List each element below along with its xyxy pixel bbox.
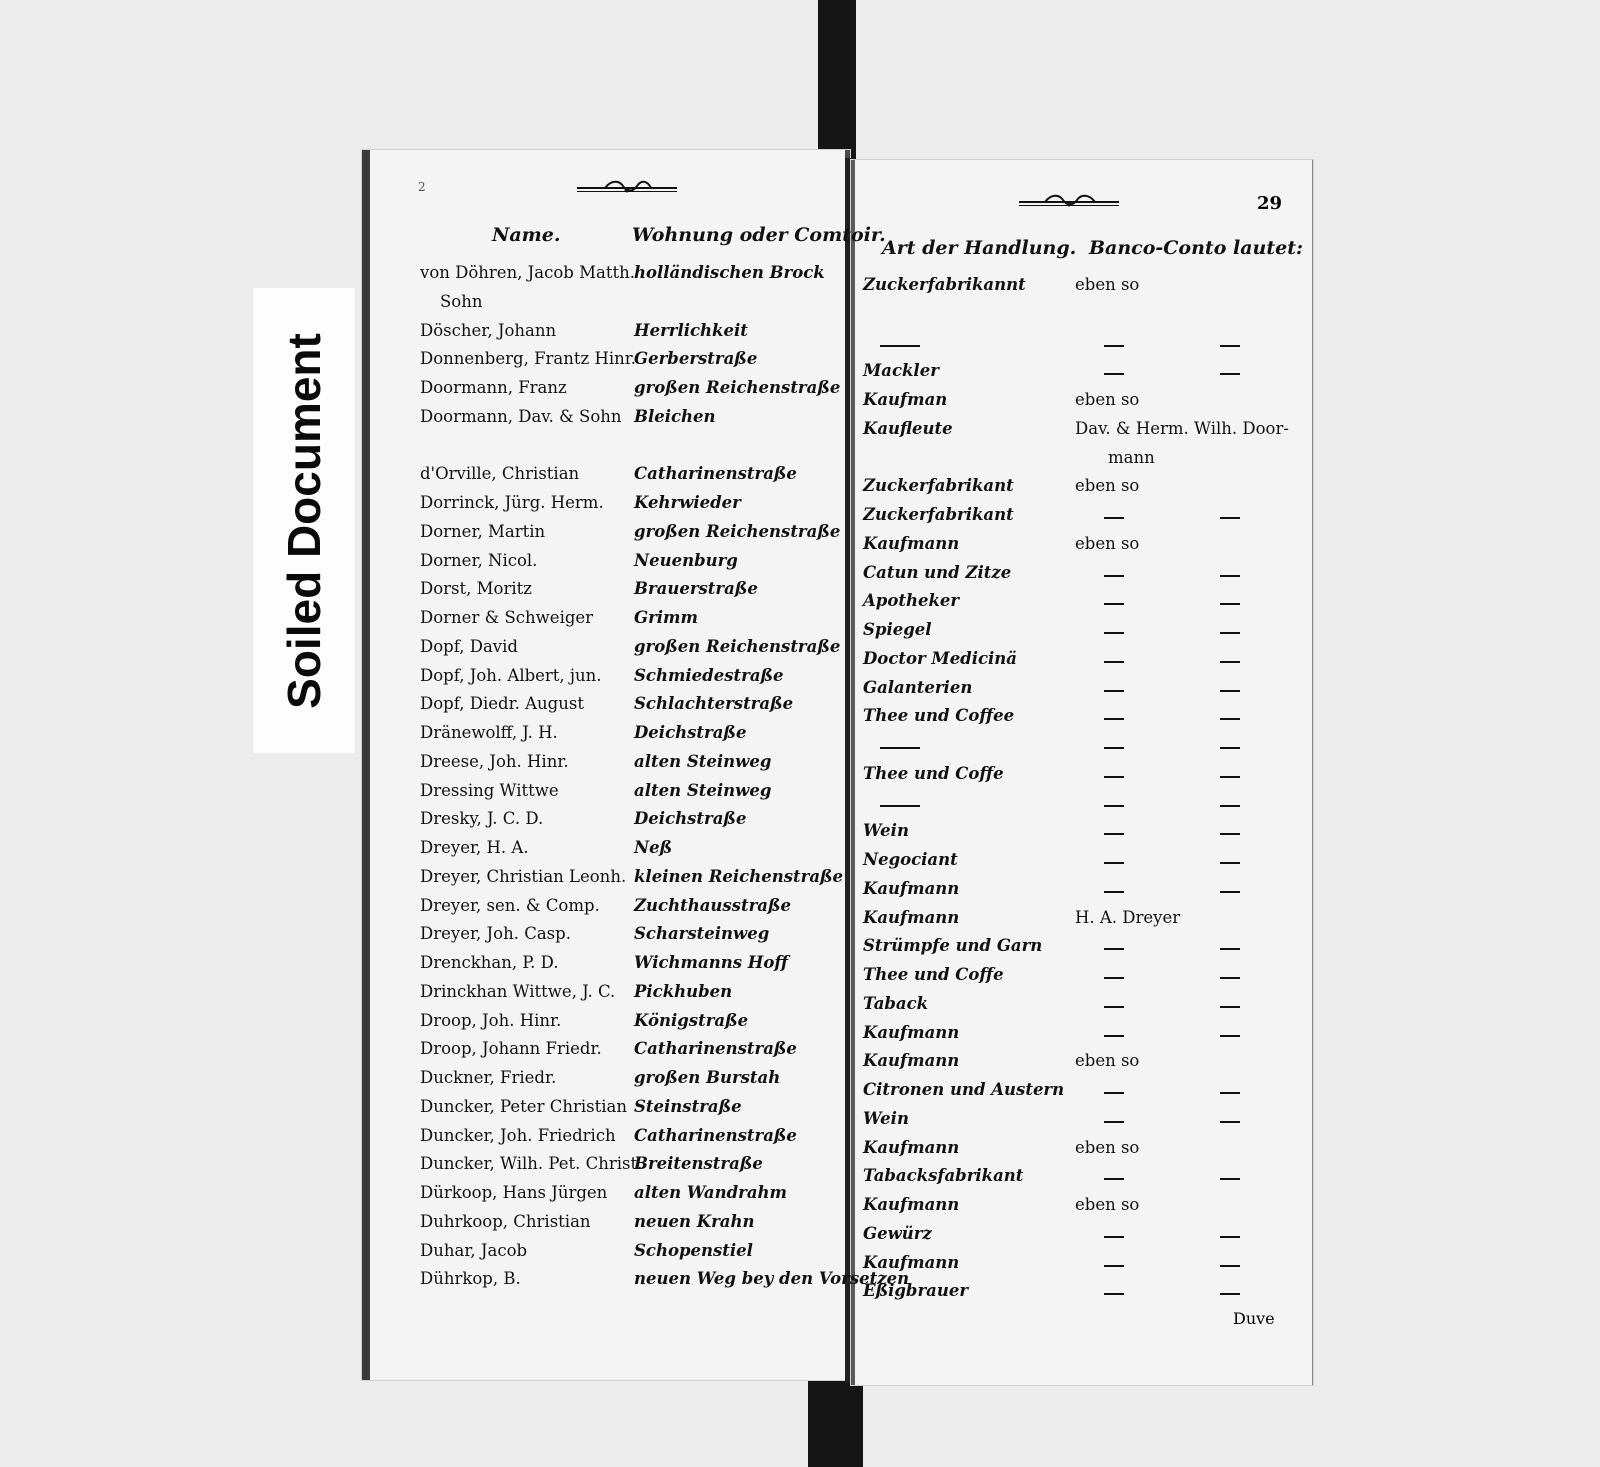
- entry-trade: Mackler: [863, 361, 939, 381]
- entry-name: Dopf, Joh. Albert, jun.: [420, 665, 602, 685]
- ditto-dash: [1220, 833, 1240, 835]
- ditto-dash: [1104, 345, 1124, 347]
- entry-trade: Zuckerfabrikant: [863, 505, 1014, 524]
- ditto-dash: [1104, 747, 1124, 749]
- entry-address: Catharinenstraße: [634, 464, 797, 484]
- entry-address: großen Burstah: [634, 1068, 781, 1087]
- entry-name: Dürkoop, Hans Jürgen: [420, 1183, 608, 1202]
- ditto-dash: [1104, 1178, 1124, 1180]
- entry-name: Duhar, Jacob: [420, 1240, 528, 1260]
- ditto-dash: [1220, 1293, 1240, 1295]
- entry-trade: Taback: [863, 993, 929, 1013]
- entry-trade: Gewürz: [863, 1223, 932, 1243]
- ditto-dash: [1104, 833, 1124, 835]
- header-banco: Banco-Conto lautet:: [1089, 237, 1303, 259]
- entry-name: Dorst, Moritz: [420, 579, 532, 599]
- entry-address: Catharinenstraße: [634, 1125, 797, 1145]
- entry-address: Scharsteinweg: [634, 924, 770, 944]
- entry-address: alten Wandrahm: [634, 1183, 787, 1202]
- entry-name: Dreese, Joh. Hinr.: [420, 751, 569, 771]
- entry-banco: Dav. & Herm. Wilh. Door-: [1075, 418, 1289, 438]
- entry-trade: Kaufmann: [863, 1022, 960, 1042]
- entry-banco: eben so: [1075, 533, 1140, 553]
- entry-trade: Strümpfe und Garn: [863, 936, 1043, 956]
- entry-trade: Citronen und Austern: [863, 1080, 1065, 1099]
- entry-trade: Wein: [863, 821, 909, 841]
- ditto-dash: [880, 345, 920, 347]
- ditto-dash: [1220, 575, 1240, 577]
- ditto-dash: [1220, 776, 1240, 778]
- ditto-dash: [1104, 1265, 1124, 1267]
- ditto-dash: [880, 747, 920, 749]
- entry-name: d'Orville, Christian: [420, 464, 580, 484]
- entry-address: neuen Krahn: [634, 1211, 755, 1231]
- ditto-dash: [1220, 690, 1240, 692]
- left-page-corner-mark: 2: [418, 180, 426, 194]
- ditto-dash: [1104, 1121, 1124, 1123]
- soiled-document-stamp: [253, 288, 355, 753]
- ornament-left-icon: [577, 178, 677, 200]
- entry-address: holländischen Brock: [634, 263, 825, 282]
- entry-name: Duckner, Friedr.: [420, 1068, 557, 1087]
- entry-trade: Kaufmann: [863, 907, 960, 927]
- ditto-dash: [1104, 805, 1124, 807]
- ditto-dash: [1220, 977, 1240, 979]
- entry-trade: Doctor Medicinä: [863, 648, 1017, 668]
- ditto-dash: [880, 805, 920, 807]
- entry-trade: Spiegel: [863, 620, 932, 639]
- entry-address: Breitenstraße: [634, 1154, 763, 1174]
- entry-address: Catharinenstraße: [634, 1039, 797, 1059]
- entry-address: neuen Weg bey den Vorsetzen: [634, 1269, 910, 1289]
- ditto-dash: [1220, 805, 1240, 807]
- ditto-dash: [1104, 575, 1124, 577]
- ditto-dash: [1220, 1265, 1240, 1267]
- entry-address: Neuenburg: [634, 550, 738, 570]
- entry-name: Donnenberg, Frantz Hinr.: [420, 349, 637, 369]
- entry-trade: Thee und Coffe: [863, 763, 1004, 783]
- entry-address: Pickhuben: [634, 981, 733, 1001]
- entry-trade: Kaufman: [863, 390, 948, 409]
- entry-trade: Kaufleute: [863, 418, 953, 438]
- ditto-dash: [1220, 1092, 1240, 1094]
- entry-address: großen Reichenstraße: [634, 521, 841, 541]
- ditto-dash: [1220, 1006, 1240, 1008]
- ditto-dash: [1104, 977, 1124, 979]
- entry-address: alten Steinweg: [634, 780, 772, 800]
- entry-address: Brauerstraße: [634, 579, 758, 599]
- entry-address: großen Reichenstraße: [634, 378, 841, 397]
- entry-address: Kehrwieder: [634, 493, 741, 512]
- ditto-dash: [1220, 603, 1240, 605]
- entry-name: Duncker, Joh. Friedrich: [420, 1125, 616, 1145]
- entry-address: Gerberstraße: [634, 349, 758, 369]
- entry-banco: eben so: [1075, 275, 1140, 294]
- entry-banco: eben so: [1075, 1051, 1140, 1071]
- entry-trade: Kaufmann: [863, 1252, 960, 1272]
- ditto-dash: [1104, 1236, 1124, 1238]
- entry-name: Duncker, Peter Christian: [420, 1096, 627, 1116]
- entry-banco: eben so: [1075, 390, 1140, 409]
- ditto-dash: [1104, 718, 1124, 720]
- entry-name: Dreyer, sen. & Comp.: [420, 895, 600, 915]
- entry-address: Bleichen: [634, 406, 716, 426]
- ditto-dash: [1220, 1035, 1240, 1037]
- ditto-dash: [1104, 948, 1124, 950]
- ditto-dash: [1220, 1236, 1240, 1238]
- entry-address: Schlachterstraße: [634, 694, 794, 714]
- entry-name: Dreyer, H. A.: [420, 838, 529, 857]
- ditto-dash: [1220, 517, 1240, 519]
- ditto-dash: [1104, 1092, 1124, 1094]
- ditto-dash: [1104, 776, 1124, 778]
- ditto-dash: [1104, 862, 1124, 864]
- header-name: Name.: [492, 224, 561, 246]
- entry-name: Dopf, Diedr. August: [420, 694, 584, 714]
- entry-name: Dorner & Schweiger: [420, 608, 594, 627]
- entry-banco: H. A. Dreyer: [1075, 907, 1181, 927]
- entry-name: Dorner, Martin: [420, 521, 546, 541]
- entry-trade: Tabacksfabrikant: [863, 1166, 1024, 1186]
- ornament-right-icon: [1019, 192, 1119, 214]
- entry-address: Zuchthausstraße: [634, 895, 792, 915]
- entry-banco: eben so: [1075, 476, 1140, 496]
- entry-trade: Galanterien: [863, 677, 973, 697]
- entry-trade: Thee und Coffe: [863, 965, 1004, 984]
- entry-address: alten Steinweg: [634, 751, 772, 771]
- ditto-dash: [1104, 690, 1124, 692]
- entry-name: Sohn: [440, 291, 483, 311]
- ditto-dash: [1220, 718, 1240, 720]
- entry-address: Schmiedestraße: [634, 665, 784, 685]
- ditto-dash: [1104, 1035, 1124, 1037]
- ditto-dash: [1104, 661, 1124, 663]
- entry-address: Herrlichkeit: [634, 320, 748, 340]
- entry-banco: eben so: [1075, 1195, 1140, 1214]
- ditto-dash: [1220, 632, 1240, 634]
- entry-name: Dorner, Nicol.: [420, 550, 538, 570]
- entry-name: Droop, Joh. Hinr.: [420, 1010, 562, 1030]
- entry-address: großen Reichenstraße: [634, 636, 841, 656]
- entry-name: Duhrkoop, Christian: [420, 1211, 591, 1231]
- ditto-dash: [1220, 1178, 1240, 1180]
- entry-address: Wichmanns Hoff: [634, 953, 788, 972]
- ditto-dash: [1104, 632, 1124, 634]
- ditto-dash: [1220, 345, 1240, 347]
- entry-address: Deichstraße: [634, 809, 747, 829]
- entry-trade: Apotheker: [863, 591, 960, 611]
- ditto-dash: [1220, 891, 1240, 893]
- entry-name: Drinckhan Wittwe, J. C.: [420, 981, 616, 1001]
- entry-name: Dreyer, Joh. Casp.: [420, 924, 571, 944]
- entry-name: Dührkop, B.: [420, 1269, 521, 1289]
- binding-strap-bottom: [808, 1378, 863, 1467]
- entry-address: Steinstraße: [634, 1096, 742, 1116]
- entry-name: Duncker, Wilh. Pet. Christ.: [420, 1154, 643, 1174]
- ditto-dash: [1220, 747, 1240, 749]
- entry-name: Dränewolff, J. H.: [420, 723, 558, 742]
- header-address: Wohnung oder Comtoir.: [632, 224, 886, 246]
- entry-trade: Zuckerfabrikant: [863, 476, 1014, 496]
- entry-trade: Negociant: [863, 850, 958, 869]
- entry-trade: Eßigbrauer: [863, 1281, 969, 1301]
- entry-address: Königstraße: [634, 1010, 749, 1030]
- entry-name: Dopf, David: [420, 636, 518, 656]
- entry-name: Dresky, J. C. D.: [420, 809, 544, 829]
- entry-name: Dressing Wittwe: [420, 780, 559, 800]
- entry-address: Schopenstiel: [634, 1240, 753, 1260]
- entry-banco: mann: [1108, 447, 1155, 467]
- entry-name: Döscher, Johann: [420, 320, 557, 340]
- ditto-dash: [1220, 862, 1240, 864]
- page-number: 29: [1257, 193, 1283, 214]
- entry-name: Dorrinck, Jürg. Herm.: [420, 493, 604, 512]
- ditto-dash: [1104, 517, 1124, 519]
- entry-trade: Thee und Coffee: [863, 706, 1015, 726]
- entry-trade: Kaufmann: [863, 1137, 960, 1157]
- entry-address: Grimm: [634, 608, 698, 627]
- entry-address: Deichstraße: [634, 723, 747, 742]
- entry-name: Droop, Johann Friedr.: [420, 1039, 602, 1059]
- ditto-dash: [1104, 603, 1124, 605]
- entry-name: von Döhren, Jacob Matth.: [420, 263, 635, 282]
- entry-trade: Catun und Zitze: [863, 562, 1012, 582]
- ditto-dash: [1104, 891, 1124, 893]
- entry-address: Neß: [634, 838, 673, 857]
- ditto-dash: [1104, 1006, 1124, 1008]
- entry-banco: eben so: [1075, 1137, 1140, 1157]
- entry-name: Dreyer, Christian Leonh.: [420, 866, 627, 886]
- ditto-dash: [1220, 373, 1240, 375]
- entry-trade: Zuckerfabrikannt: [863, 275, 1026, 294]
- ditto-dash: [1220, 948, 1240, 950]
- header-trade: Art der Handlung.: [882, 237, 1077, 259]
- entry-trade: Kaufmann: [863, 878, 960, 898]
- entry-trade: Wein: [863, 1108, 909, 1128]
- ditto-dash: [1104, 1293, 1124, 1295]
- ditto-dash: [1220, 1121, 1240, 1123]
- binding-strap-top: [818, 0, 856, 168]
- entry-trade: Kaufmann: [863, 1195, 960, 1214]
- ditto-dash: [1104, 373, 1124, 375]
- entry-name: Doormann, Dav. & Sohn: [420, 406, 622, 426]
- stamp-text: Soiled Document: [278, 332, 330, 709]
- entry-trade: Kaufmann: [863, 1051, 960, 1071]
- catchword: Duve: [1233, 1309, 1275, 1328]
- entry-trade: Kaufmann: [863, 533, 960, 553]
- entry-name: Drenckhan, P. D.: [420, 953, 559, 972]
- entry-address: kleinen Reichenstraße: [634, 866, 844, 886]
- entry-name: Doormann, Franz: [420, 378, 567, 397]
- ditto-dash: [1220, 661, 1240, 663]
